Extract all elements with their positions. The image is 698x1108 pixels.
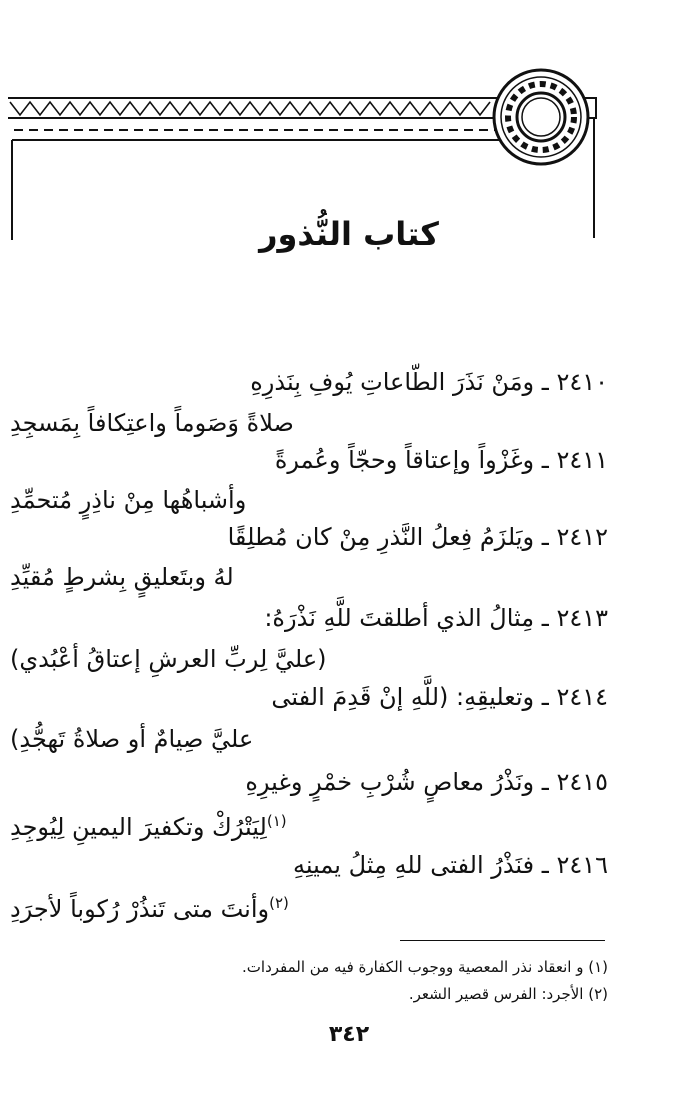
footnote-marker-2[interactable]: (٢) (269, 894, 289, 912)
medallion-icon (494, 70, 588, 164)
verse-2411-first: ٢٤١١ ـ وغَزْواً وإعتاقاً وحجّاً وعُمرةً (274, 446, 608, 474)
verse-2414-second: عليَّ صِيامٌ أو صلاةُ تَهجُّدِ) (10, 725, 254, 753)
verse-2415-second (10, 804, 287, 844)
verse-2416-first: ٢٤١٦ ـ فنَذْرُ الفتى للهِ مِثلُ يمينِهِ (293, 851, 608, 879)
verse-2415-first: ٢٤١٥ ـ ونَذْرُ معاصٍ شُرْبِ خمْرٍ وغيرِهِ (245, 768, 608, 796)
verse-2411-second: وأشباهُها مِنْ ناذِرٍ مُتحمِّدِ (10, 486, 247, 514)
footnote-marker-1[interactable]: (١) (266, 812, 287, 830)
footnote-divider (400, 940, 605, 941)
verse-2415-second-text: لِيَتْرُكْ وتكفيرَ اليمينِ لِيُوجِدِ (10, 813, 267, 841)
verse-2410-first: ٢٤١٠ ـ ومَنْ نَذَرَ الطّاعاتِ يُوفِ بِنَذرِهِ (250, 368, 608, 396)
verse-2416-second-text: وأنتَ متى تَنذُرْ رُكوباً لأجرَدِ (10, 895, 270, 923)
verse-2413-first: ٢٤١٣ ـ مِثالُ الذي أطلقتَ للَّهِ نَذْرَهُ: (264, 604, 608, 632)
verse-2416-second (10, 886, 289, 926)
verse-2414-first: ٢٤١٤ ـ وتعليقِهِ: (للَّهِ إنْ قَدِمَ الفتى (271, 683, 608, 711)
chapter-title: كتاب النُّذور (259, 215, 439, 253)
verse-2413-second: (عليَّ لِربِّ العرشِ إعتاقُ أعْبُدي) (10, 645, 327, 673)
verse-2410-second: صلاةً وَصَوماً واعتِكافاً بِمَسجِدِ (10, 409, 294, 437)
page-number: ٣٤٢ (328, 1022, 370, 1047)
verse-2412-second: لهُ وبتَعليقٍ بِشرطٍ مُقيِّدِ (10, 563, 234, 591)
footnote-2: (٢) الأجرد: الفرس قصير الشعر. (408, 985, 608, 1003)
footnote-1: (١) و انعقاد نذر المعصية ووجوب الكفارة فيه من المفردات. (242, 958, 608, 976)
verse-2412-first: ٢٤١٢ ـ ويَلزَمُ فِعلُ النَّذرِ مِنْ كان مُطلِقًا (227, 523, 608, 551)
